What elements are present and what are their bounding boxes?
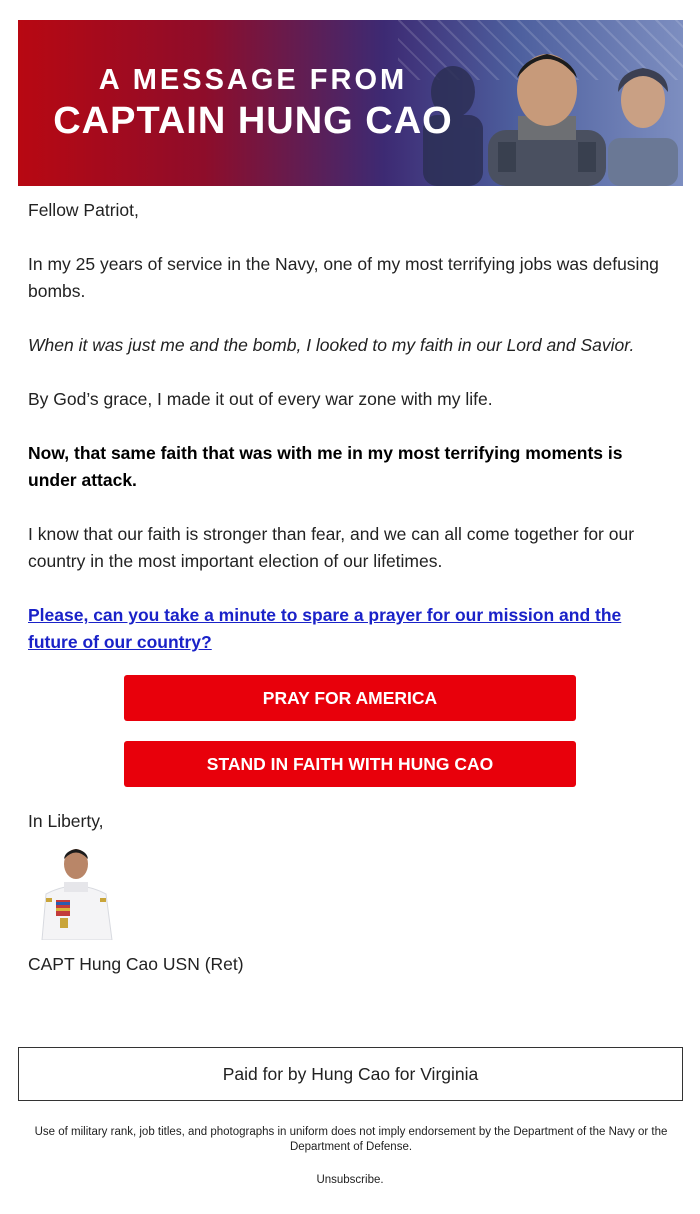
banner-title-line2: CAPTAIN HUNG CAO bbox=[53, 100, 453, 142]
paragraph-grace: By God’s grace, I made it out of every war zone with my life. bbox=[28, 389, 493, 409]
paid-for-box: Paid for by Hung Cao for Virginia bbox=[18, 1047, 683, 1101]
paragraph-service: In my 25 years of service in the Navy, one of my most terrifying jobs was defusing bombs. bbox=[28, 254, 659, 301]
stand-in-faith-button[interactable]: STAND IN FAITH WITH HUNG CAO bbox=[124, 741, 576, 787]
unsubscribe-link[interactable]: Unsubscribe. bbox=[316, 1174, 384, 1186]
paragraph-faith-italic: When it was just me and the bomb, I looked to my faith in our Lord and Savior. bbox=[28, 335, 635, 355]
prayer-link[interactable]: Please, can you take a minute to spare a prayer for our mission and the future of our country? bbox=[28, 605, 622, 652]
banner-title-line1: A MESSAGE FROM bbox=[98, 64, 408, 96]
disclaimer-text: Use of military rank, job titles, and photographs in uniform does not imply endorsement by the Department of the Navy or the Department of Defense. bbox=[34, 1126, 668, 1153]
prayer-link-paragraph bbox=[28, 602, 668, 656]
greeting-text: Fellow Patriot, bbox=[28, 200, 139, 220]
signature-name: CAPT Hung Cao USN (Ret) bbox=[28, 954, 244, 974]
paragraph-under-attack: Now, that same faith that was with me in my most terrifying moments is under attack. bbox=[28, 443, 623, 490]
captain-portrait-photo bbox=[38, 842, 114, 940]
pray-for-america-button[interactable]: PRAY FOR AMERICA bbox=[124, 675, 576, 721]
closing-text: In Liberty, bbox=[28, 811, 104, 831]
header-banner bbox=[18, 20, 683, 186]
paragraph-election: I know that our faith is stronger than fear, and we can all come together for our country in the most important election of our lifetimes. bbox=[28, 524, 635, 571]
